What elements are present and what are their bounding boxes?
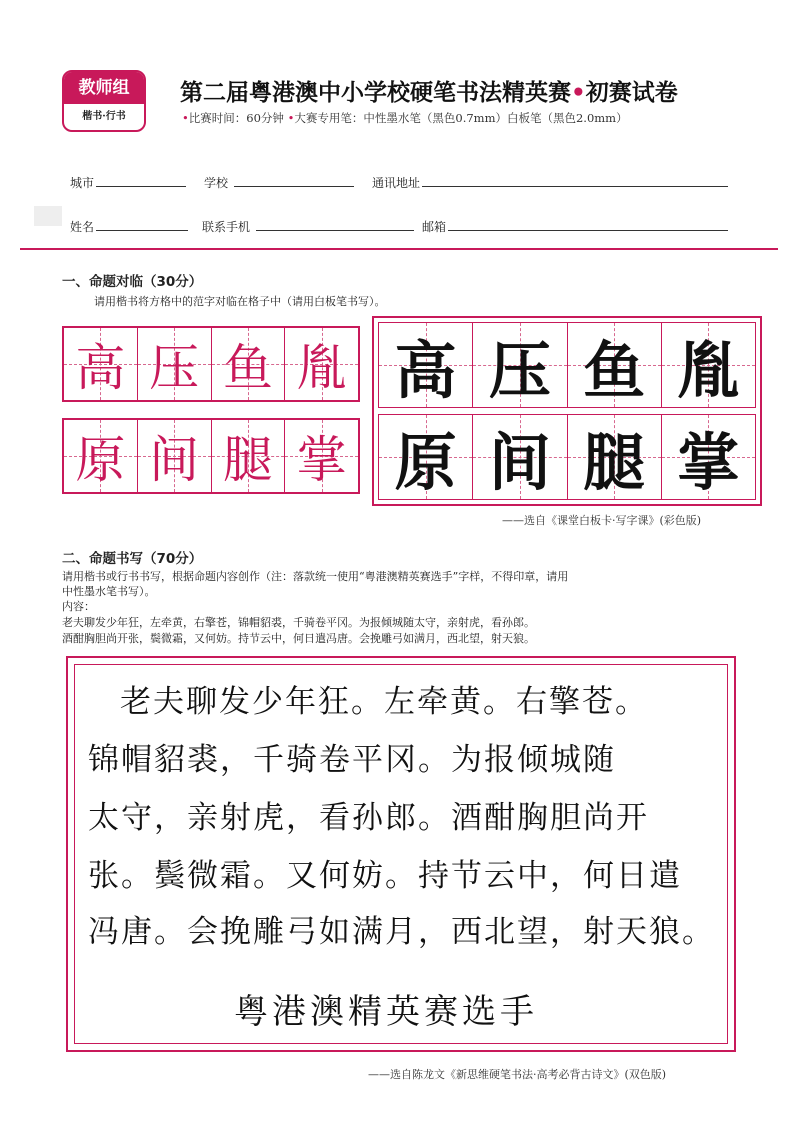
written-char: 腿 [222, 431, 273, 489]
grid-cell[interactable] [212, 420, 286, 492]
address-label: 通讯地址 [372, 176, 421, 190]
written-char: 胤 [296, 339, 347, 397]
model-cell [473, 415, 567, 499]
title-main: 第二届粤港澳中小学校硬笔书法精英赛 [180, 80, 571, 106]
model-cell [568, 415, 662, 499]
subtitle-dot-1: • [182, 111, 189, 125]
section1-credit: ——选自《课堂白板卡·写字课》(彩色版) [502, 514, 702, 527]
page-subtitle [182, 110, 628, 126]
model-char: 掌 [677, 425, 740, 499]
section2-instruction-line1: 请用楷书或行书书写，根据命题内容创作（注：落款统一使用“粤港澳精英赛选手”字样，不得印章，请用 [62, 570, 569, 583]
model-cell [662, 323, 755, 407]
written-char: 鱼 [222, 339, 273, 397]
grid-cell[interactable] [285, 328, 358, 400]
model-char: 鱼 [583, 333, 646, 407]
model-cell [473, 323, 567, 407]
redacted-area [34, 206, 62, 226]
model-char: 胤 [677, 333, 740, 407]
school-label: 学校 [204, 176, 229, 190]
email-field[interactable] [448, 230, 728, 231]
section2-credit: ——选自陈龙文《新思维硬笔书法·高考必背古诗文》(双色版) [368, 1068, 667, 1081]
city-label: 城市 [70, 176, 95, 190]
grid-cell[interactable] [138, 420, 212, 492]
badge-script-label: 楷书·行书 [82, 111, 126, 122]
written-char: 间 [149, 431, 200, 489]
model-char: 压 [488, 333, 551, 407]
name-field[interactable] [96, 230, 188, 231]
model-grid-row1 [378, 322, 756, 408]
grid-cell[interactable] [64, 328, 138, 400]
model-cell [662, 415, 755, 499]
grid-cell[interactable] [138, 328, 212, 400]
model-cell [379, 415, 473, 499]
written-line: 冯唐。会挽雕弓如满月，西北望，射天狼。 [88, 914, 715, 950]
section2-instruction-line2: 中性墨水笔书写）。 [62, 585, 156, 598]
written-grid-row2[interactable] [62, 418, 360, 494]
model-grid-row2 [378, 414, 756, 500]
subtitle-time: 比赛时间：60分钟 [188, 111, 284, 125]
subtitle-pens: 大赛专用笔：中性墨水笔（黑色0.7mm）白板笔（黑色2.0mm） [294, 111, 628, 125]
phone-field[interactable] [256, 230, 414, 231]
badge-group-label: 教师组 [64, 72, 144, 104]
written-line: 张。鬓微霜。又何妨。持节云中，何日遣 [88, 858, 682, 894]
section2-content-label: 内容： [62, 600, 95, 613]
title-dot: • [571, 80, 586, 106]
header-divider [20, 248, 778, 250]
written-char: 高 [75, 339, 126, 397]
subtitle-dot-2: • [287, 111, 295, 125]
phone-label: 联系手机 [202, 220, 251, 234]
grid-cell[interactable] [212, 328, 286, 400]
model-cell [568, 323, 662, 407]
group-badge [62, 70, 146, 132]
model-char: 原 [394, 425, 457, 499]
model-char: 腿 [583, 425, 646, 499]
written-char: 原 [75, 431, 126, 489]
page-title [180, 74, 678, 107]
school-field[interactable] [234, 186, 354, 187]
grid-cell[interactable] [64, 420, 138, 492]
written-char: 压 [149, 339, 200, 397]
section2-content-line2: 酒酣胸胆尚开张，鬓微霜，又何妨。持节云中，何日遣冯唐。会挽雕弓如满月，西北望，射天狼。 [62, 632, 535, 645]
title-tail: 初赛试卷 [585, 80, 678, 106]
written-char: 掌 [296, 431, 347, 489]
written-line: 太守，亲射虎，看孙郎。酒酣胸胆尚开 [88, 800, 649, 836]
name-label: 姓名 [70, 220, 95, 234]
section2-heading: 二、命题书写（70分） [62, 551, 203, 567]
written-line: 锦帽貂裘，千骑卷平冈。为报倾城随 [88, 742, 616, 778]
section2-content-line1: 老夫聊发少年狂，左牵黄，右擎苍，锦帽貂裘，千骑卷平冈。为报倾城随太守，亲射虎，看孙郎。 [62, 616, 535, 629]
written-line: 老夫聊发少年狂。左牵黄。右擎苍。 [120, 684, 648, 720]
section1-instruction: 请用楷书将方格中的范字对临在格子中（请用白板笔书写）。 [94, 295, 386, 308]
grid-cell[interactable] [285, 420, 358, 492]
signature: 粤港澳精英赛选手 [234, 992, 538, 1032]
model-char: 间 [488, 425, 551, 499]
model-char: 高 [394, 333, 457, 407]
written-grid-row1[interactable] [62, 326, 360, 402]
city-field[interactable] [96, 186, 186, 187]
email-label: 邮箱 [422, 220, 447, 234]
address-field[interactable] [422, 186, 728, 187]
section1-heading: 一、命题对临（30分） [62, 274, 203, 290]
model-cell [379, 323, 473, 407]
